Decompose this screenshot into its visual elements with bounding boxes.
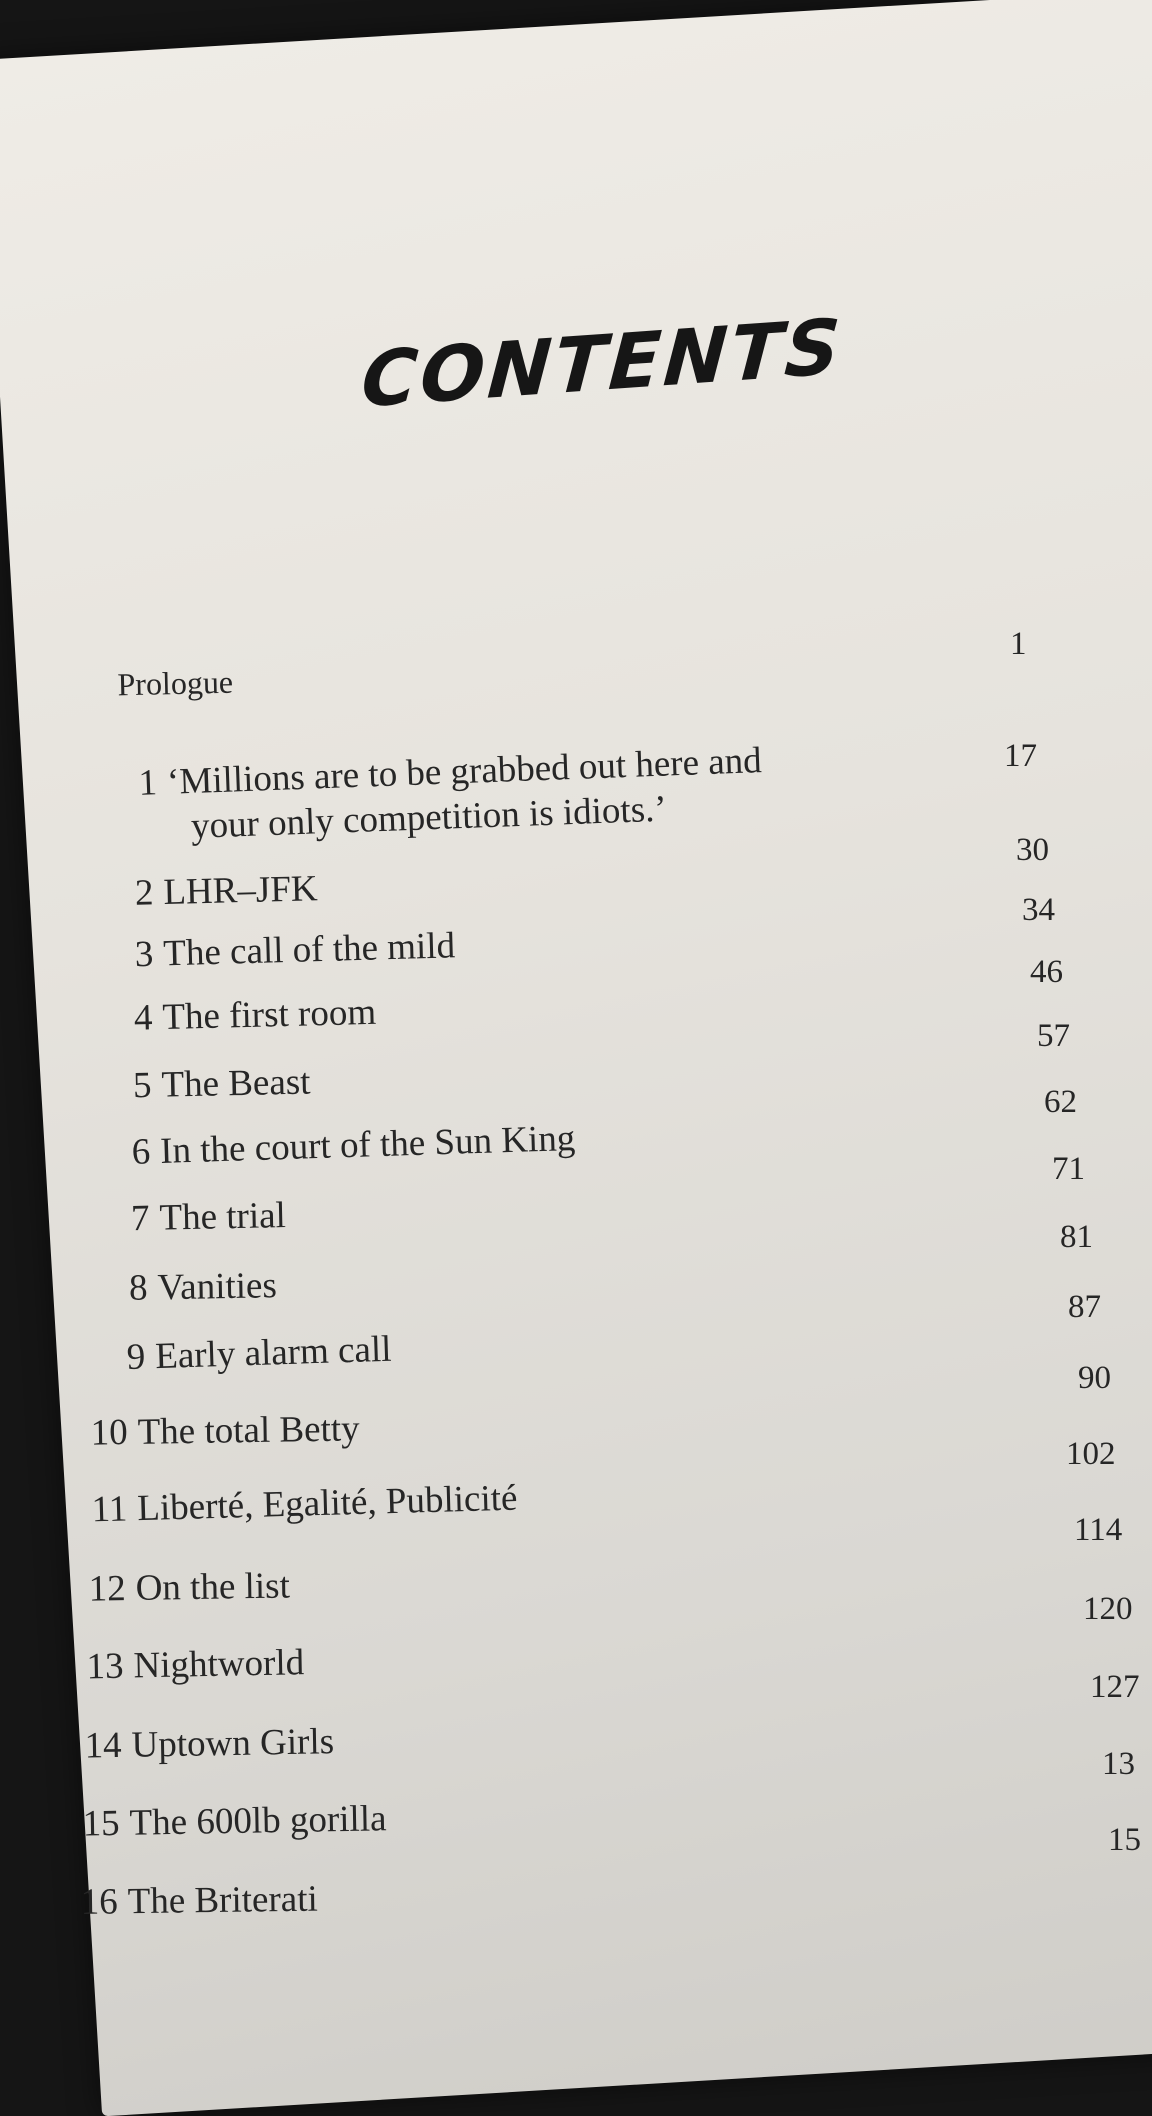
chapter-title: Liberté, Egalité, Publicité: [136, 1477, 518, 1530]
chapter-number: 16: [80, 1881, 118, 1923]
toc-entry-chapter-16: [0, 1878, 1152, 1925]
chapter-number: 2: [134, 872, 154, 914]
prologue-page-number: 1: [1010, 626, 1027, 662]
chapter-page-number: 57: [1037, 1018, 1070, 1054]
chapter-page-number: 15: [1108, 1822, 1141, 1858]
chapter-number: 11: [91, 1488, 128, 1531]
chapter-title: The Briterati: [127, 1878, 319, 1923]
chapter-title: In the court of the Sun King: [159, 1117, 576, 1172]
toc-entry-chapter-2: [0, 868, 1152, 918]
toc-entry-chapter-7: [0, 1195, 1152, 1243]
toc-entry-chapter-6: [0, 1117, 1151, 1178]
chapter-number: 7: [130, 1197, 150, 1240]
chapter-page-number: 62: [1044, 1084, 1077, 1120]
prologue-title: Prologue: [117, 663, 234, 703]
chapter-page-number: 81: [1060, 1219, 1093, 1255]
chapter-page-number: 90: [1078, 1360, 1111, 1396]
chapter-title: The call of the mild: [162, 925, 456, 975]
toc-entry-chapter-13: [0, 1642, 1152, 1690]
chapter-title: Nightworld: [133, 1642, 305, 1687]
chapter-page-number: 71: [1052, 1151, 1085, 1187]
chapter-number: 4: [133, 997, 153, 1039]
chapter-page-number: 114: [1074, 1512, 1123, 1548]
chapter-title: The Beast: [161, 1061, 311, 1106]
chapter-title: The 600lb gorilla: [129, 1798, 387, 1844]
chapter-title: The trial: [159, 1195, 287, 1239]
chapter-number: 12: [88, 1568, 126, 1610]
toc-entry-chapter-11: [0, 1477, 1152, 1534]
chapter-title: On the list: [135, 1565, 291, 1609]
toc-entry-chapter-4: [0, 991, 1152, 1043]
chapter-title-continued: your only competition is idiots.’: [190, 788, 668, 847]
contents-heading: CONTENTS: [358, 301, 846, 425]
chapter-page-number: 102: [1066, 1436, 1116, 1472]
chapter-title: The total Betty: [137, 1408, 360, 1453]
chapter-page-number: 30: [1016, 832, 1049, 868]
chapter-title: Vanities: [157, 1265, 278, 1309]
toc-entry-chapter-12: [0, 1565, 1152, 1612]
chapter-number: 10: [90, 1411, 128, 1454]
toc-entry-chapter-5: [0, 1061, 1152, 1110]
chapter-number: 3: [134, 933, 154, 976]
chapter-number: 6: [131, 1131, 151, 1173]
chapter-number: 9: [126, 1336, 146, 1378]
toc-entry-chapter-10: [0, 1408, 1152, 1456]
chapter-page-number: 120: [1083, 1591, 1133, 1627]
chapter-number: 13: [86, 1645, 124, 1688]
chapter-number: 8: [128, 1267, 148, 1309]
chapter-number: 1: [137, 762, 158, 804]
toc-entry-chapter-3: [0, 925, 1152, 980]
chapter-title: The first room: [161, 991, 377, 1039]
chapter-page-number: 17: [1004, 738, 1037, 774]
chapter-number: 5: [132, 1064, 152, 1107]
chapter-page-number: 87: [1068, 1289, 1101, 1325]
toc-entry-chapter-8: [0, 1265, 1152, 1312]
toc-entry-chapter-15: [0, 1798, 1152, 1847]
chapter-page-number: 127: [1090, 1669, 1140, 1705]
chapter-title: Uptown Girls: [131, 1721, 335, 1766]
chapter-number: 15: [82, 1802, 120, 1845]
chapter-title: ‘Millions are to be grabbed out here and: [166, 740, 763, 803]
chapter-page-number: 13: [1102, 1746, 1135, 1782]
chapter-number: 14: [84, 1724, 122, 1767]
chapter-title: Early alarm call: [154, 1328, 393, 1378]
toc-entry-chapter-9: [0, 1328, 1151, 1383]
chapter-page-number: 46: [1030, 954, 1063, 990]
chapter-title: LHR–JFK: [162, 868, 319, 913]
toc-entry-chapter-14: [0, 1721, 1152, 1769]
chapter-page-number: 34: [1022, 892, 1055, 928]
